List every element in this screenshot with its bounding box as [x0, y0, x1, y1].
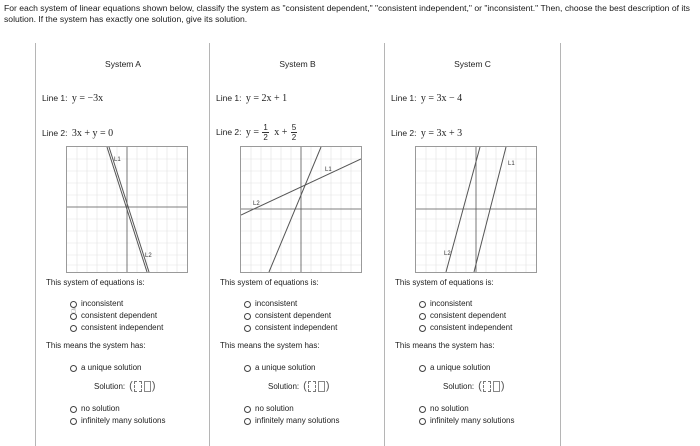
option-inconsistent[interactable]: [419, 298, 512, 310]
option-label: no solution: [430, 404, 469, 413]
radio-icon[interactable]: [70, 418, 77, 425]
system-b-line2: [216, 123, 298, 142]
other-solution-options: [70, 403, 165, 427]
option-label: infinitely many solutions: [81, 416, 166, 425]
option-label: inconsistent: [255, 299, 298, 308]
system-a-line1: [42, 93, 103, 104]
line2-eq-mid: x +: [274, 126, 288, 138]
other-solution-options: [244, 403, 339, 427]
radio-icon[interactable]: [70, 365, 77, 372]
option-label: infinitely many solutions: [255, 416, 340, 425]
system-a-title: System A: [105, 59, 141, 69]
system-a-graph: [66, 146, 188, 273]
line2-equation: 3x + y = 0: [71, 128, 114, 139]
option-label: no solution: [255, 404, 294, 413]
system-b-graph: [240, 146, 362, 273]
radio-icon[interactable]: [244, 365, 251, 372]
option-label: a unique solution: [81, 363, 142, 372]
radio-icon[interactable]: [244, 313, 251, 320]
option-consistent-dependent[interactable]: [419, 310, 512, 322]
system-b-line1: [216, 93, 287, 104]
line1-equation: y = 2x + 1: [245, 93, 288, 104]
system-a-panel: [35, 43, 210, 446]
solution-input-row: [268, 380, 329, 392]
system-c-title: System C: [454, 59, 491, 69]
system-b-title: System B: [279, 59, 316, 69]
other-solution-options: [419, 403, 514, 427]
option-consistent-dependent[interactable]: [244, 310, 337, 322]
option-infinitely-many[interactable]: [70, 415, 165, 427]
solution-question: This means the system has:: [395, 341, 495, 350]
option-no-solution[interactable]: [244, 403, 339, 415]
option-no-solution[interactable]: [419, 403, 514, 415]
option-label: no solution: [81, 404, 120, 413]
hand-cursor-icon: ☝: [71, 305, 77, 315]
line1-label: Line 1:: [216, 93, 242, 103]
option-infinitely-many[interactable]: [419, 415, 514, 427]
option-inconsistent[interactable]: [244, 298, 337, 310]
fraction-2: $\frac{5}{2}$: [291, 123, 297, 142]
line2-label: Line 2:: [216, 126, 242, 137]
classify-question: This system of equations is:: [220, 278, 319, 287]
option-label: consistent independent: [430, 323, 513, 332]
option-label: inconsistent: [430, 299, 473, 308]
option-label: inconsistent: [81, 299, 124, 308]
option-label: a unique solution: [430, 363, 491, 372]
radio-icon[interactable]: [70, 325, 77, 332]
option-label: consistent independent: [81, 323, 164, 332]
option-unique-solution[interactable]: [244, 362, 316, 374]
line-l1: [474, 147, 506, 272]
option-label: consistent dependent: [81, 311, 158, 320]
line-l2: [109, 147, 149, 272]
solution-input-row: [94, 380, 155, 392]
radio-icon[interactable]: [419, 365, 426, 372]
radio-icon[interactable]: [244, 406, 251, 413]
solution-input-row: [443, 380, 504, 392]
line1-equation: y = 3x − 4: [420, 93, 463, 104]
instructions: For each system of linear equations shown below, classify the system as "consistent dependent," "consistent independent," or "inconsistent." Then, choose the best description of its solution. If the system has exactly one solution, give its solution.: [4, 3, 690, 24]
tag-l1: L1: [325, 167, 332, 173]
line-l2: [446, 147, 480, 272]
system-a-line2: [42, 128, 113, 139]
radio-icon[interactable]: [419, 301, 426, 308]
option-no-solution[interactable]: [70, 403, 165, 415]
fraction-1: $\frac{1}{2}$: [263, 123, 268, 142]
classify-options: [419, 298, 512, 334]
classify-options: [70, 298, 163, 334]
system-c-line2: [391, 128, 462, 139]
solution-input[interactable]: ( ): [129, 380, 156, 392]
line1-label: Line 1:: [42, 93, 68, 103]
option-consistent-independent[interactable]: [419, 322, 512, 334]
solution-input[interactable]: ( ): [303, 380, 330, 392]
option-label: infinitely many solutions: [430, 416, 515, 425]
option-infinitely-many[interactable]: [244, 415, 339, 427]
classify-question: This system of equations is:: [46, 278, 145, 287]
system-b-panel: [209, 43, 385, 446]
system-c-line1: [391, 93, 462, 104]
line1-equation: y = −3x: [71, 93, 104, 104]
option-unique-solution[interactable]: [419, 362, 491, 374]
option-label: a unique solution: [255, 363, 316, 372]
line-l1: [269, 147, 321, 272]
option-inconsistent[interactable]: [70, 298, 163, 310]
tag-l2: L2: [444, 251, 451, 257]
option-unique-solution[interactable]: [70, 362, 142, 374]
radio-icon[interactable]: [419, 418, 426, 425]
tag-l1: L1: [508, 161, 515, 167]
radio-icon[interactable]: [244, 325, 251, 332]
line2-label: Line 2:: [42, 128, 68, 138]
system-c-graph: [415, 146, 537, 273]
radio-icon[interactable]: [419, 406, 426, 413]
radio-icon[interactable]: [419, 325, 426, 332]
option-consistent-independent[interactable]: [70, 322, 163, 334]
option-label: consistent dependent: [255, 311, 332, 320]
solution-question: This means the system has:: [220, 341, 320, 350]
line2-label: Line 2:: [391, 128, 417, 138]
radio-icon[interactable]: [244, 418, 251, 425]
option-label: consistent independent: [255, 323, 338, 332]
solution-label: Solution:: [268, 381, 300, 391]
tag-l2: L2: [145, 253, 152, 259]
tag-l2: L2: [253, 201, 260, 207]
radio-icon[interactable]: [419, 313, 426, 320]
solution-input[interactable]: ( ): [478, 380, 505, 392]
system-c-panel: [384, 43, 561, 446]
radio-icon[interactable]: [244, 301, 251, 308]
solution-question: This means the system has:: [46, 341, 146, 350]
systems-table: [35, 43, 559, 446]
solution-label: Solution:: [94, 381, 126, 391]
solution-label: Solution:: [443, 381, 475, 391]
line1-label: Line 1:: [391, 93, 417, 103]
line2-eq-pre: y =: [245, 126, 260, 138]
option-label: consistent dependent: [430, 311, 507, 320]
classify-question: This system of equations is:: [395, 278, 494, 287]
tag-l1: L1: [114, 157, 121, 163]
classify-options: [244, 298, 337, 334]
line2-equation: y = 3x + 3: [420, 128, 463, 139]
radio-icon[interactable]: [70, 406, 77, 413]
option-consistent-dependent[interactable]: [70, 310, 163, 322]
option-consistent-independent[interactable]: [244, 322, 337, 334]
